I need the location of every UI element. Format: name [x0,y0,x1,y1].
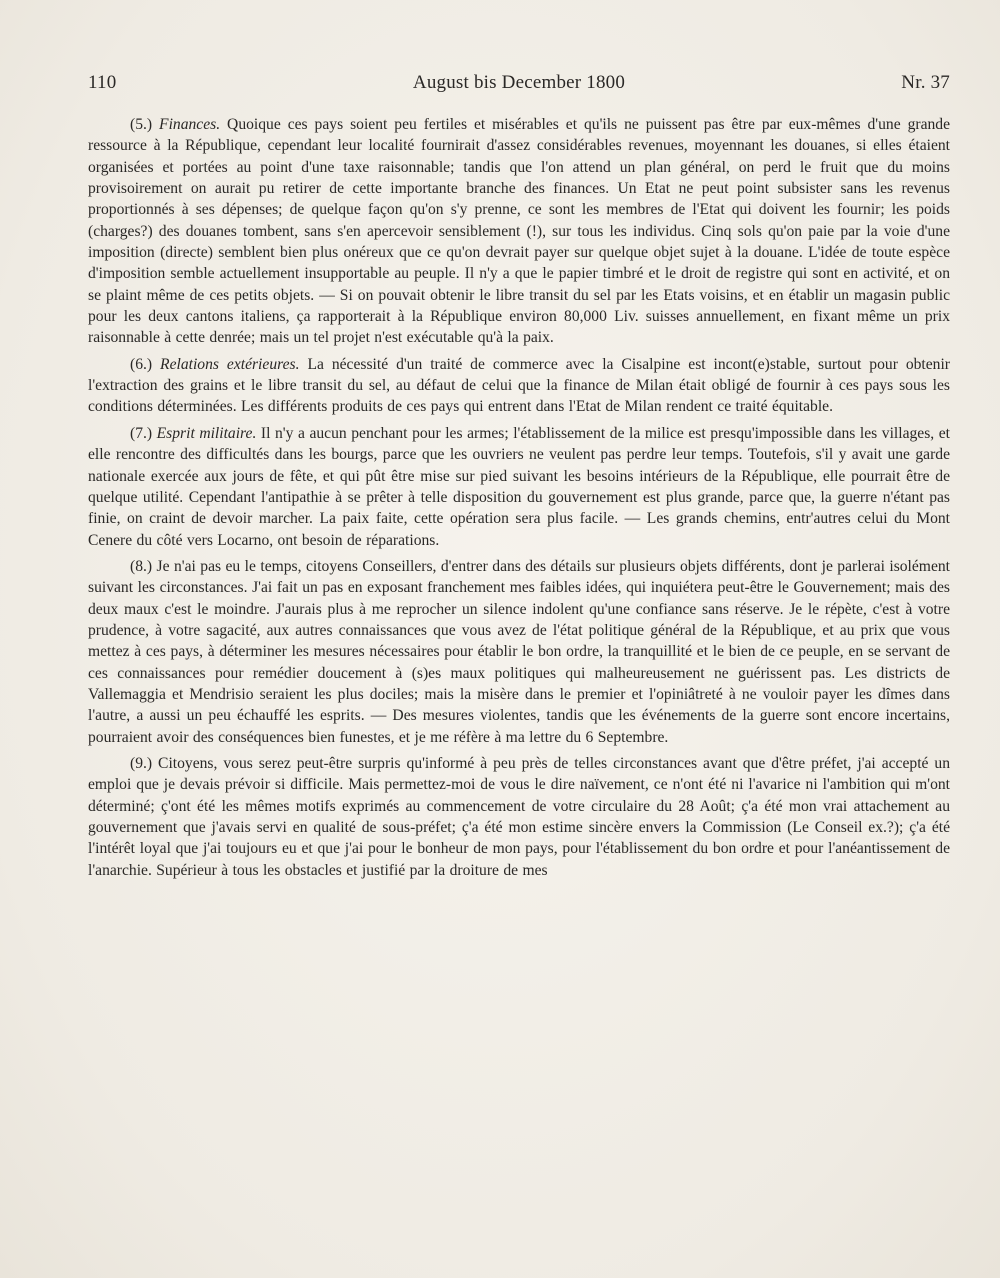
paragraph-9 [88,753,950,881]
running-title: August bis December 1800 [412,72,626,93]
document-number: Nr. 37 [901,72,950,93]
page-header [88,72,950,100]
paragraph-text: Quoique ces pays soient peu fertiles et misérables et qu'ils ne puissent pas être par eux-mêmes d'une grande ressource à la République, cependant leur localité fournirait d'assez considérables revenues, moyennant les douanes, si elles étaient organisées et portées au point d'une taxe raisonnable; tandis que l'on attend un plan général, on perd le fruit que du moins provisoirement on aurait pu retirer de cette importante branche des finances. Un Etat ne peut point subsister sans les revenus proportionnés à ses dépenses; de quelque façon qu'on s'y prenne, ce sont les membres de l'Etat qui doivent les fournir; les poids (charges?) des douanes tombent, sans s'en apercevoir sensiblement (!), sur tous les individus. Cinq sols qu'on paie par la voie d'une imposition (directe) semblent bien plus onéreux que ce qu'on devrait payer sur quelque objet sujet à la douane. L'idée de toute espèce d'imposition semble actuellement insupportable au peuple. Il n'y a que le papier timbré et le droit de registre qui sont en activité, et on se plaint même de ces petits objets. — Si on pouvait obtenir le libre transit du sel par les Etats voisins, et en établir un magasin public pour les deux cantons italiens, ça rapporterait à la République environ 80,000 Liv. suisses annuellement, en fixant même un prix raisonnable à cette denrée; mais un tel projet n'est exécutable qu'à la paix. [88,116,951,347]
paragraph-heading: Esprit militaire. [156,424,257,442]
paragraph-text: Je n'ai pas eu le temps, citoyens Conseillers, d'entrer dans des détails sur plusieurs objets différents, dont je parlerai isolément suivant les circonstances. J'ai fait un pas en exposant franchement mes faibles idées, qui inquiétera peut-être le Gouvernement; mais des deux maux c'est le moindre. J'aurais plus à me reprocher un silence indolent qu'une confiance sans réserve. Je le répète, c'est à votre prudence, à votre sagacité, aux autres connaissances que vous avez de l'état politique général de la République, et au prix que vous mettez à ces pays, à déterminer les mesures nécessaires pour établir le bon ordre, la tranquillité et le bien de ce peuple, en se servant de ces connaissances pour remédier doucement à (s)es maux politiques qui malheureusement ne guérissent pas. Les districts de Vallemaggia et Mendrisio seraient les plus dociles; mais la misère dans le premier et l'opiniâtreté à ne vouloir payer les dîmes dans l'autre, a aussi un peu échauffé les esprits. — Des mesures violentes, tandis que les événements de la guerre sont encore incertains, pourraient avoir des conséquences bien funestes, et je me réfère à ma lettre du 6 Septembre. [88,557,950,746]
paragraph-text: La nécessité d'un traité de commerce avec la Cisalpine est incont(e)stable, surtout pour obtenir l'extraction des grains et le libre transit du sel, au défaut de celui que la finance de Milan était obligé de fournir à ces pays sous les conditions déterminées. Les différents produits de ces pays qui entrent dans l'Etat de Milan rendent ce traité équitable. [88,355,950,416]
paragraph-heading: Relations extérieures. [160,355,300,373]
paragraph-number: (7.) [130,424,153,442]
paragraph-number: (9.) [130,754,153,772]
paragraph-heading: Finances. [159,116,221,133]
paragraph-relations [88,354,950,418]
document-body [88,114,950,886]
paragraph-finances [88,114,950,349]
paragraph-8 [88,556,950,748]
paragraph-text: Citoyens, vous serez peut-être surpris qu'informé à peu près de telles circonstances avant que d'être préfet, j'ai accepté un emploi que je devais prévoir si difficile. Mais permettez-moi de vous le dire naïvement, ce n'ont été ni l'avarice ni l'ambition qui m'ont déterminé; ç'ont été les mêmes motifs exprimés au commencement de votre circulaire du 28 Août; ç'a été mon vrai attachement au gouvernement que j'avais servi en qualité de sous-préfet; ç'a été mon estime sincère envers la Commission (Le Conseil ex.?); ç'a été l'intérêt loyal que j'ai toujours eu et que j'ai pour le bonheur de mon pays, pour l'établissement du bon ordre et pour l'anéantissement de l'anarchie. Supérieur à tous les obstacles et justifié par la droiture de mes [88,754,950,879]
paragraph-text: Il n'y a aucun penchant pour les armes; l'établissement de la milice est presqu'impossible dans les villages, et elle rencontre des difficultés dans les bourgs, parce que les ouvriers ne veulent pas perdre leur temps. Toutefois, s'il y avait une garde nationale exercée aux jours de fête, et qui pût être mise sur pied suivant les besoins intérieurs de la République, elle pourrait être de quelque utilité. Cependant l'antipathie à se prêter à telle disposition du gouvernement est plus grande, parce que, la guerre n'étant pas finie, on craint de devoir marcher. La paix faite, cette opération sera plus facile. — Les grands chemins, entr'autres celui du Mont Cenere du côté vers Locarno, ont besoin de réparations. [88,424,950,549]
page-number: 110 [88,72,117,93]
paragraph-esprit-militaire [88,423,950,551]
paragraph-number: (5.) [130,116,153,133]
paragraph-number: (8.) [130,557,153,575]
paragraph-number: (6.) [130,355,153,373]
